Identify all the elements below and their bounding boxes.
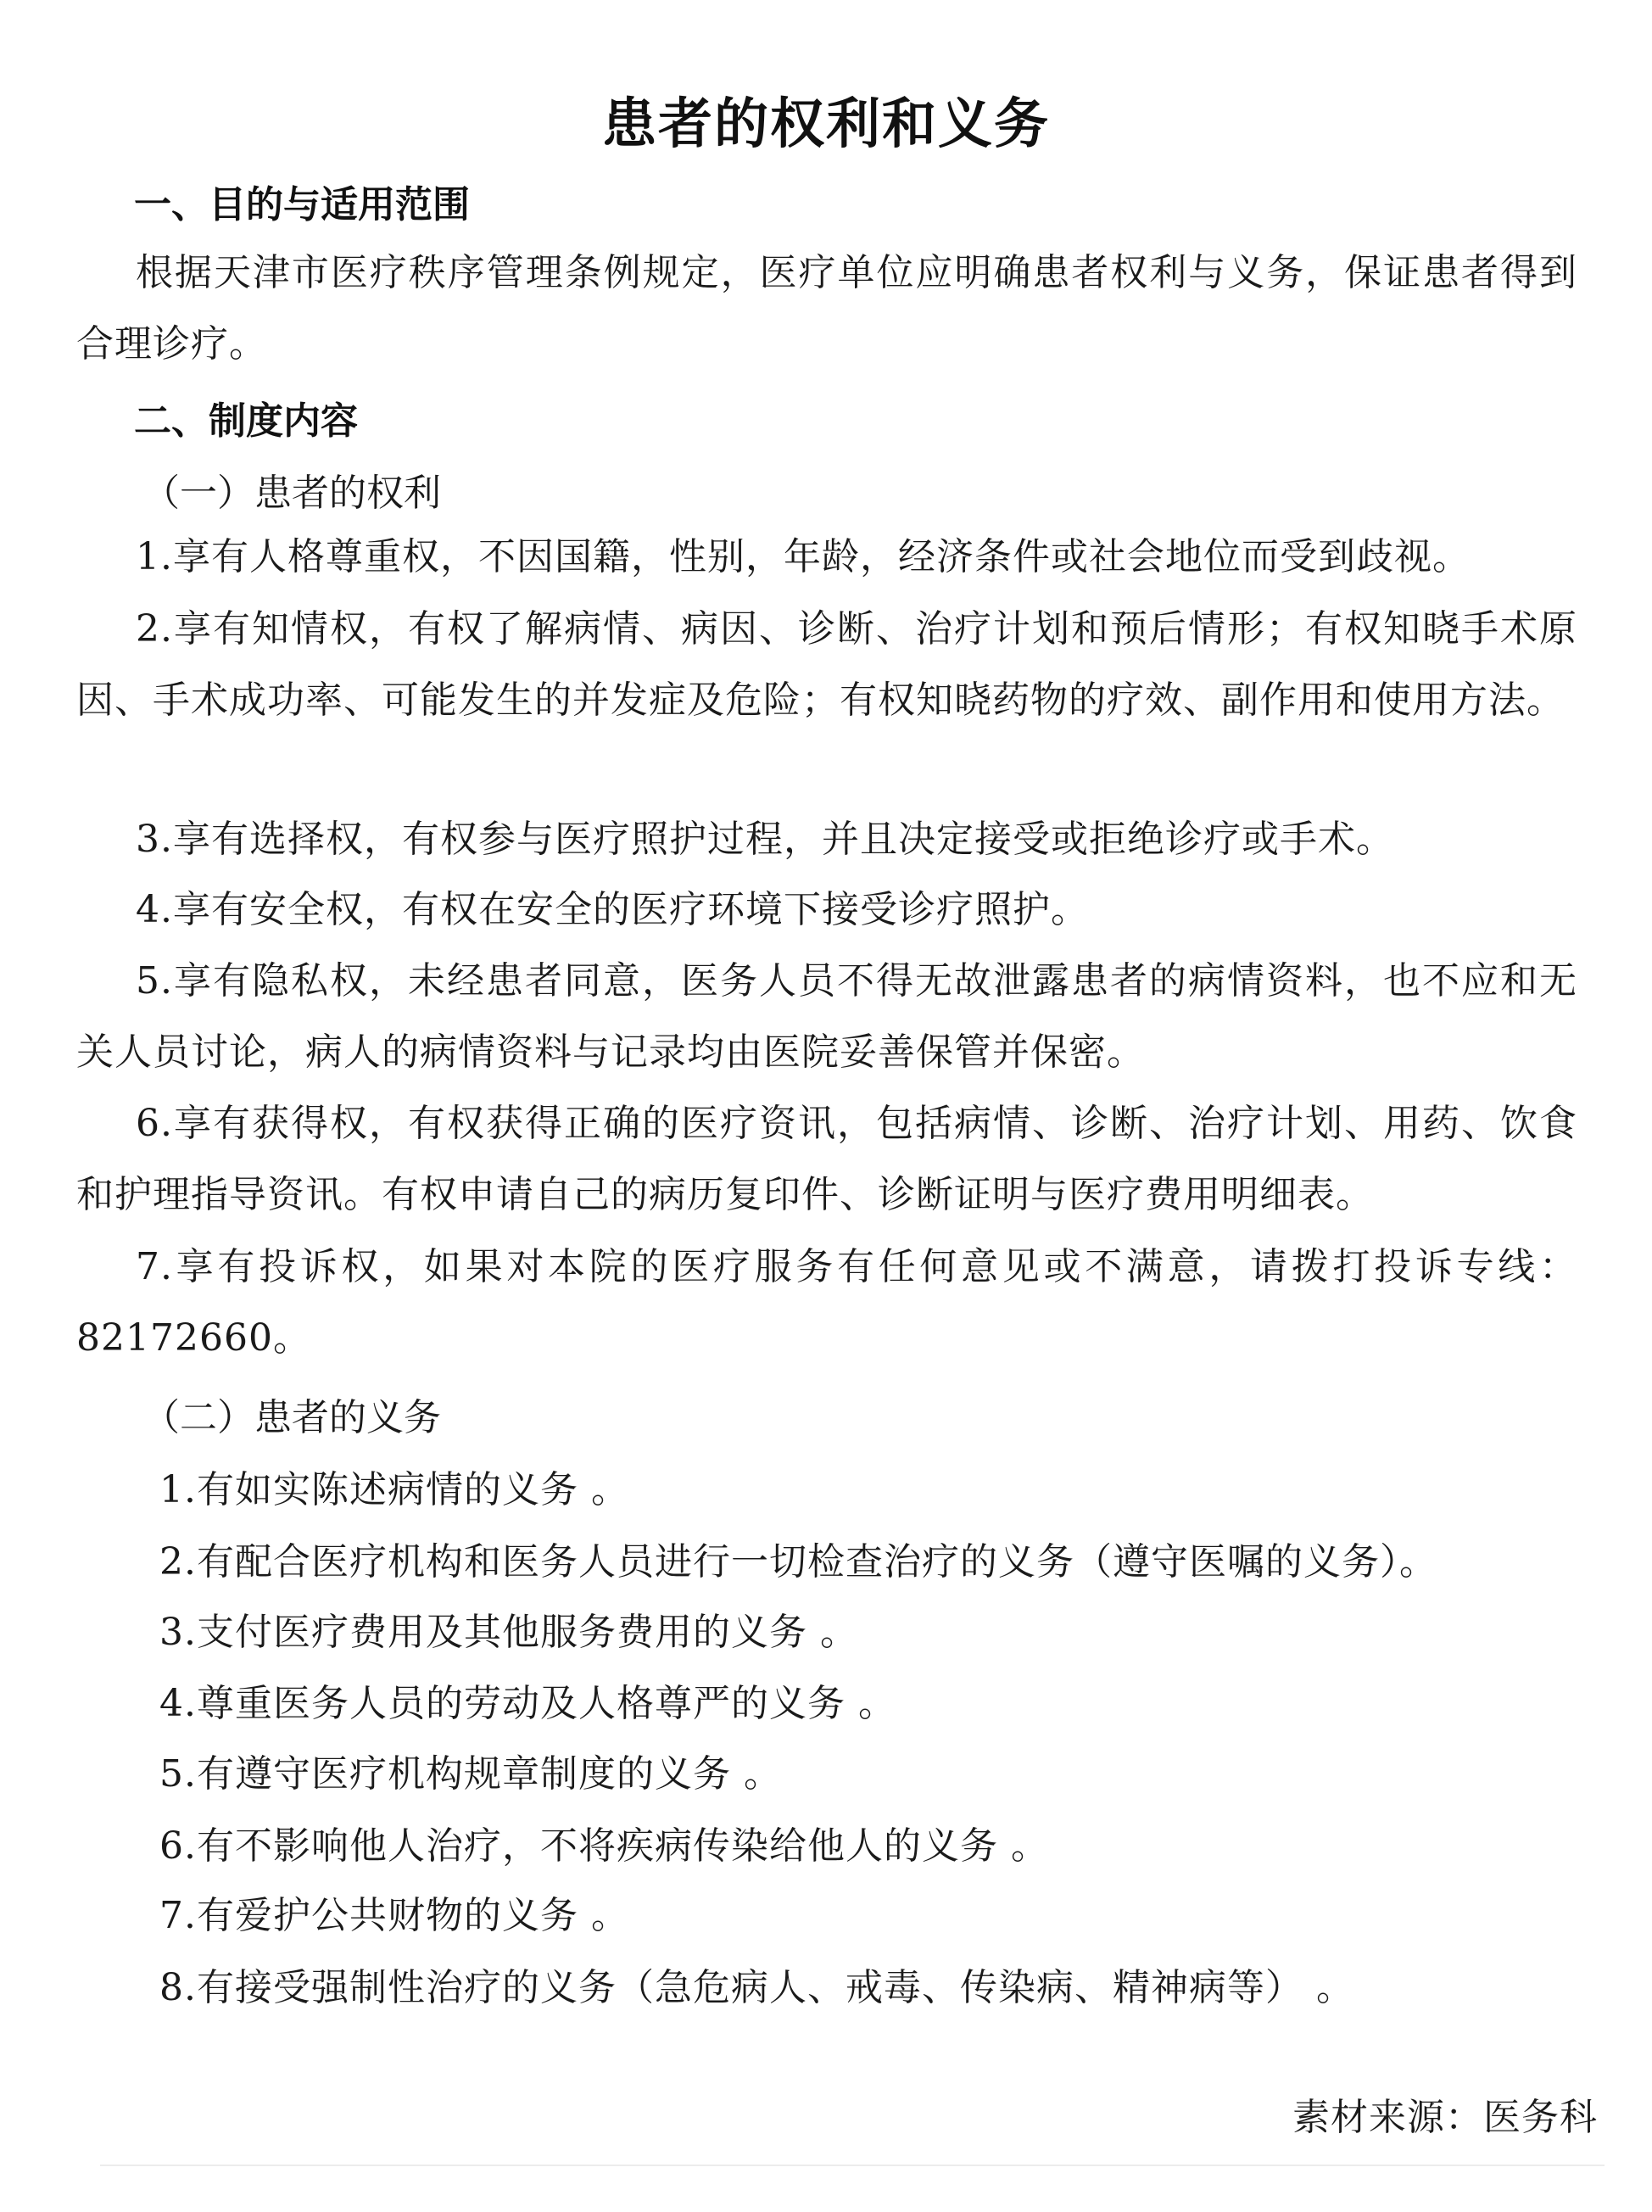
- right-item-6: 6.享有获得权，有权获得正确的医疗资讯，包括病情、诊断、治疗计划、用药、饮食和护理指导资讯。有权申请自己的病历复印件、诊断证明与医疗费用明细表。: [76, 1102, 1577, 1216]
- duty-item-5: 5.有遵守医疗机构规章制度的义务 。: [159, 1752, 782, 1796]
- right-item-3: 3.享有选择权，有权参与医疗照护过程，并且决定接受或拒绝诊疗或手术。: [136, 818, 1394, 861]
- right-item-5: 5.享有隐私权，未经患者同意，医务人员不得无故泄露患者的病情资料，也不应和无关人员讨论，病人的病情资料与记录均由医院妥善保管并保密。: [76, 959, 1577, 1074]
- duty-item-7: 7.有爱护公共财物的义务 。: [159, 1894, 629, 1937]
- right-item-2: 2.享有知情权，有权了解病情、病因、诊断、治疗计划和预后情形；有权知晓手术原因、手术成功率、可能发生的并发症及危险；有权知晓药物的疗效、副作用和使用方法。: [76, 607, 1577, 722]
- source-credit: 素材来源：医务科: [1292, 2096, 1598, 2139]
- section1-heading: 一、目的与适用范围: [134, 183, 470, 226]
- section1-text: 根据天津市医疗秩序管理条例规定，医疗单位应明确患者权利与义务，保证患者得到合理诊疗。: [76, 251, 1577, 366]
- section2-heading: 二、制度内容: [134, 399, 358, 443]
- duty-item-3: 3.支付医疗费用及其他服务费用的义务 。: [159, 1611, 858, 1654]
- duty-item-2: 2.有配合医疗机构和医务人员进行一切检查治疗的义务（遵守医嘱的义务）。: [159, 1540, 1437, 1584]
- duty-item-1: 1.有如实陈述病情的义务 。: [159, 1468, 629, 1511]
- bottom-divider: [100, 2165, 1605, 2166]
- right-item-4: 4.享有安全权，有权在安全的医疗环境下接受诊疗照护。: [136, 888, 1089, 931]
- right-item-7: 7.享有投诉权，如果对本院的医疗服务有任何意见或不满意，请拨打投诉专线：82172660。: [76, 1245, 1577, 1360]
- duty-item-4: 4.尊重医务人员的劳动及人格尊严的义务 。: [159, 1682, 896, 1725]
- duties-heading: （二）患者的义务: [142, 1396, 441, 1439]
- document-title: 患者的权利和义务: [602, 93, 1050, 156]
- right-item-1: 1.享有人格尊重权，不因国籍，性别，年龄，经济条件或社会地位而受到歧视。: [136, 535, 1471, 578]
- rights-heading: （一）患者的权利: [142, 472, 441, 515]
- duty-item-6: 6.有不影响他人治疗，不将疾病传染给他人的义务 。: [159, 1824, 1049, 1868]
- duty-item-8: 8.有接受强制性治疗的义务（急危病人、戒毒、传染病、精神病等） 。: [159, 1966, 1354, 2009]
